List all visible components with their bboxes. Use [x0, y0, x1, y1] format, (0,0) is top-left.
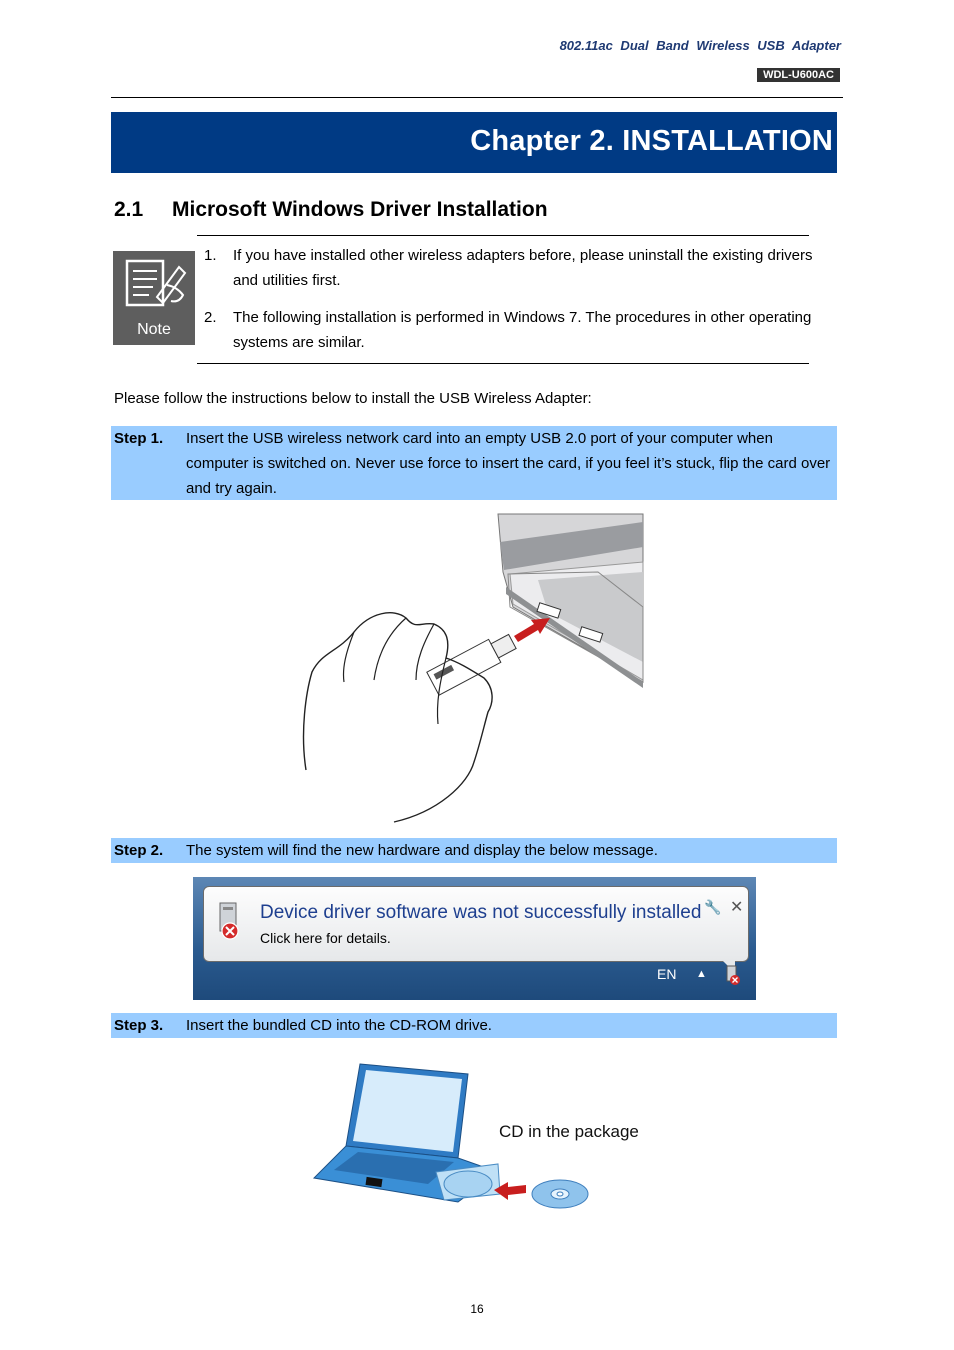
note-list	[204, 243, 814, 367]
cd-caption: CD in the package	[499, 1122, 639, 1141]
close-icon[interactable]: ✕	[730, 899, 744, 916]
step-3-text: Insert the bundled CD into the CD-ROM drive.	[186, 1017, 492, 1034]
note-icon-label: Note	[137, 321, 171, 338]
intro-text: Please follow the instructions below to install the USB Wireless Adapter:	[114, 390, 592, 407]
section-title: Microsoft Windows Driver Installation	[172, 198, 548, 221]
header-product-title: 802.11ac Dual Band Wireless USB Adapter	[559, 38, 841, 53]
balloon-subtitle[interactable]: Click here for details.	[260, 930, 391, 946]
step-1-text: Insert the USB wireless network card into an empty USB 2.0 port of your computer when computer is switched on. Never use force to insert the card, if you feel it’s stuck, flip the card over and try again.	[186, 430, 831, 497]
header-model-badge: WDL-U600AC	[757, 68, 840, 82]
step-3-label: Step 3.	[114, 1017, 164, 1034]
section-heading	[114, 198, 548, 222]
tray-up-arrow-icon[interactable]: ▲	[696, 968, 707, 980]
section-number: 2.1	[114, 198, 144, 221]
wrench-icon[interactable]: 🔧	[704, 899, 722, 915]
note-item-number: 2.	[204, 309, 217, 326]
note-item-number: 1.	[204, 247, 217, 264]
chapter-title: Chapter 2. INSTALLATION	[470, 125, 833, 157]
note-top-rule	[197, 235, 809, 236]
note-item	[204, 243, 814, 293]
note-bottom-rule	[197, 363, 809, 364]
step-2-label: Step 2.	[114, 842, 164, 859]
page-number: 16	[470, 1302, 484, 1316]
usb-insertion-illustration	[298, 512, 646, 826]
cd-insertion-illustration	[308, 1060, 648, 1210]
step-2-text: The system will find the new hardware and display the below message.	[186, 842, 658, 859]
step-1-label: Step 1.	[114, 430, 164, 447]
step-1-bar	[111, 426, 837, 500]
device-error-icon	[216, 901, 242, 935]
balloon-title: Device driver software was not successfully installed	[260, 902, 702, 923]
note-item	[204, 305, 814, 355]
taskbar-language[interactable]: EN	[657, 966, 677, 982]
header-rule	[111, 97, 843, 98]
driver-notification-screenshot	[193, 877, 756, 1000]
step-3-bar	[111, 1013, 837, 1038]
notification-balloon[interactable]	[203, 886, 749, 962]
chapter-banner	[111, 112, 837, 173]
tray-error-icon[interactable]	[725, 965, 741, 987]
step-2-bar	[111, 838, 837, 863]
note-icon	[113, 251, 195, 345]
note-item-text: If you have installed other wireless adapters before, please uninstall the existing drivers and utilities first.	[233, 247, 813, 289]
note-item-text: The following installation is performed in Windows 7. The procedures in other operating systems are similar.	[233, 309, 812, 351]
